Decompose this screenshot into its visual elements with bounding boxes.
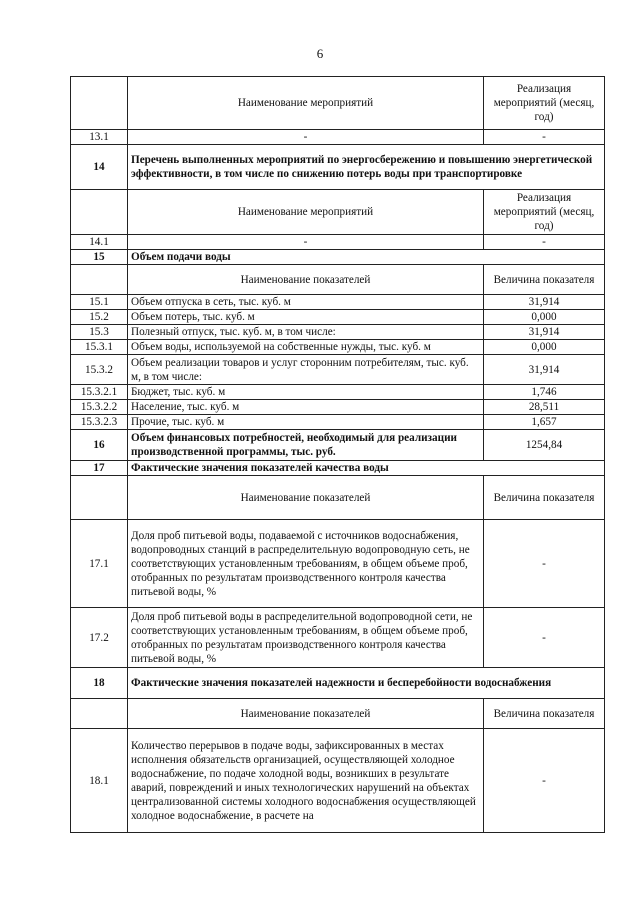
table-row: [71, 235, 605, 250]
row-value: 31,914: [484, 325, 605, 340]
row-name: Количество перерывов в подаче воды, зафиксированных в местах исполнения обязательств организацией, осуществляющей холодное водоснабжение, по подаче холодной воды, возникших в результате аварий, повреждений и иных технологических нарушений на объектах централизованной системы холодного водоснабжения осуществляющей холодное водоснабжение, в расчете на: [128, 729, 484, 833]
header-value-cell: Величина показателя: [484, 699, 605, 729]
row-name: Полезный отпуск, тыс. куб. м, в том числе:: [128, 325, 484, 340]
section-num: 17: [71, 461, 128, 476]
section-row: [71, 430, 605, 461]
row-num: 18.1: [71, 729, 128, 833]
table-row: [71, 295, 605, 310]
section-row: [71, 668, 605, 699]
table-row: [71, 729, 605, 833]
table-row: [71, 520, 605, 608]
row-num: 17.1: [71, 520, 128, 608]
section-title: Перечень выполненных мероприятий по энергосбережению и повышению энергетической эффективности, в том числе по снижению потерь воды при транспортировке: [128, 145, 605, 190]
section-num: 14: [71, 145, 128, 190]
row-value: 28,511: [484, 400, 605, 415]
section-title: Объем финансовых потребностей, необходимый для реализации производственной программы, тыс. руб.: [128, 430, 484, 461]
row-name: Прочие, тыс. куб. м: [128, 415, 484, 430]
row-value: -: [484, 235, 605, 250]
row-name: Объем потерь, тыс. куб. м: [128, 310, 484, 325]
table-row: [71, 130, 605, 145]
row-value: 0,000: [484, 340, 605, 355]
row-num: 15.3.2.3: [71, 415, 128, 430]
section-num: 16: [71, 430, 128, 461]
row-value: -: [484, 608, 605, 668]
row-num: 15.2: [71, 310, 128, 325]
section-row: [71, 145, 605, 190]
row-num: 15.1: [71, 295, 128, 310]
header-value-cell: Реализация мероприятий (месяц, год): [484, 77, 605, 130]
table-header-row: [71, 476, 605, 520]
header-name-cell: Наименование показателей: [128, 699, 484, 729]
header-num-cell: [71, 476, 128, 520]
report-table: [70, 76, 605, 833]
row-name: Объем отпуска в сеть, тыс. куб. м: [128, 295, 484, 310]
row-name: Население, тыс. куб. м: [128, 400, 484, 415]
table-header-row: [71, 265, 605, 295]
table-row: [71, 310, 605, 325]
section-value: 1254,84: [484, 430, 605, 461]
page-number: 6: [316, 46, 324, 61]
table-row: [71, 340, 605, 355]
row-value: 31,914: [484, 355, 605, 385]
header-value-cell: Величина показателя: [484, 476, 605, 520]
header-name-cell: Наименование мероприятий: [128, 190, 484, 235]
header-name-cell: Наименование мероприятий: [128, 77, 484, 130]
section-row: [71, 461, 605, 476]
table-row: [71, 608, 605, 668]
row-value: 1,746: [484, 385, 605, 400]
section-num: 15: [71, 250, 128, 265]
row-value: 31,914: [484, 295, 605, 310]
row-name: Объем реализации товаров и услуг сторонним потребителям, тыс. куб. м, в том числе:: [128, 355, 484, 385]
row-name: Объем воды, используемой на собственные нужды, тыс. куб. м: [128, 340, 484, 355]
section-title: Объем подачи воды: [128, 250, 605, 265]
row-name: Доля проб питьевой воды, подаваемой с источников водоснабжения, водопроводных станций в распределительную водопроводную сеть, не соответствующих установленным требованиям, в общем объеме проб, отобранных по результатам производственного контроля качества питьевой воды, %: [128, 520, 484, 608]
table-header-row: [71, 190, 605, 235]
header-name-cell: Наименование показателей: [128, 265, 484, 295]
section-title: Фактические значения показателей надежности и бесперебойности водоснабжения: [128, 668, 605, 699]
row-num: 15.3.1: [71, 340, 128, 355]
header-num-cell: [71, 265, 128, 295]
row-value: -: [484, 130, 605, 145]
header-num-cell: [71, 699, 128, 729]
table-row: [71, 325, 605, 340]
header-name-cell: Наименование показателей: [128, 476, 484, 520]
row-num: 15.3.2.2: [71, 400, 128, 415]
row-num: 13.1: [71, 130, 128, 145]
table-row: [71, 355, 605, 385]
header-value-cell: Реализация мероприятий (месяц, год): [484, 190, 605, 235]
row-num: 14.1: [71, 235, 128, 250]
row-value: 1,657: [484, 415, 605, 430]
table-row: [71, 415, 605, 430]
table-row: [71, 400, 605, 415]
row-name: Бюджет, тыс. куб. м: [128, 385, 484, 400]
row-value: 0,000: [484, 310, 605, 325]
row-name: -: [128, 130, 484, 145]
header-num-cell: [71, 190, 128, 235]
row-name: Доля проб питьевой воды в распределительной водопроводной сети, не соответствующих установленным требованиям, в общем объеме проб, отобранных по результатам производственного контроля качества питьевой воды, %: [128, 608, 484, 668]
section-title: Фактические значения показателей качества воды: [128, 461, 605, 476]
section-row: [71, 250, 605, 265]
table-row: [71, 385, 605, 400]
row-num: 17.2: [71, 608, 128, 668]
header-value-cell: Величина показателя: [484, 265, 605, 295]
section-num: 18: [71, 668, 128, 699]
row-value: -: [484, 729, 605, 833]
row-num: 15.3.2: [71, 355, 128, 385]
table-header-row: [71, 699, 605, 729]
table-header-row: [71, 77, 605, 130]
row-num: 15.3.2.1: [71, 385, 128, 400]
row-num: 15.3: [71, 325, 128, 340]
row-name: -: [128, 235, 484, 250]
header-num-cell: [71, 77, 128, 130]
row-value: -: [484, 520, 605, 608]
